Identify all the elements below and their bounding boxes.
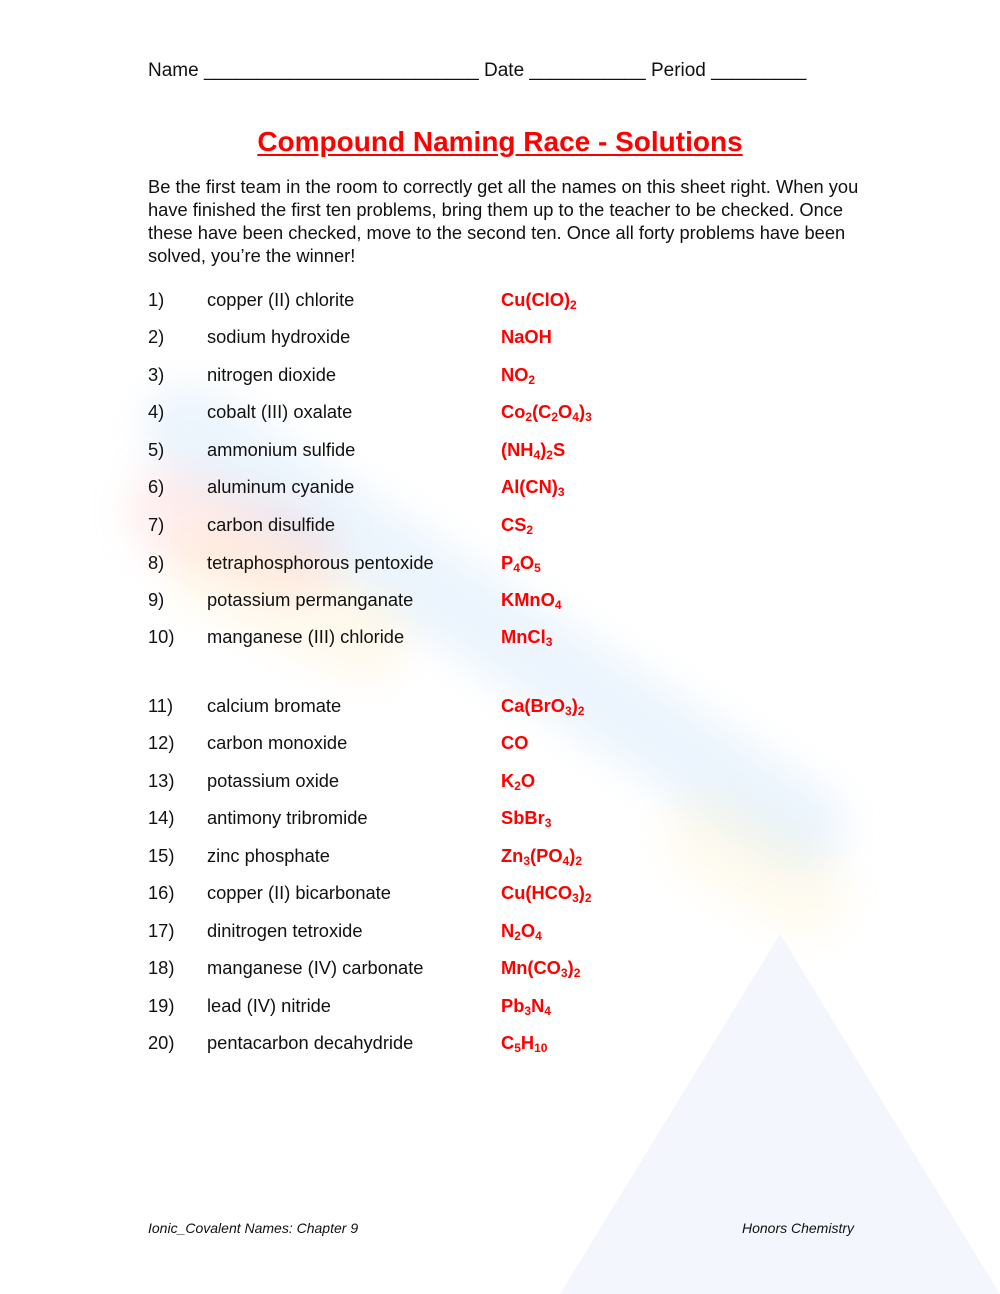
problem-number: 11) [148,695,174,716]
compound-name: dinitrogen tetroxide [207,920,363,941]
problem-number: 17) [148,920,175,941]
period-label: Period [650,60,706,81]
page-title: Compound Naming Race - Solutions [257,126,743,157]
compound-formula: $K_2O$ [501,770,536,793]
compound-formula: $Mn(CO_3)_2$ [501,957,581,980]
date-blank: ___________ [529,60,646,81]
problem-number: 5) [148,439,165,460]
problem-number: 13) [148,770,175,791]
problem-number: 12) [148,732,175,753]
compound-formula: $Cu(ClO)_2$ [501,289,577,312]
problem-number: 20) [148,1032,175,1053]
problem-number: 19) [148,995,175,1016]
compound-name: carbon disulfide [207,514,336,535]
compound-name: potassium permanganate [207,589,414,610]
problem-number: 4) [148,401,165,422]
problem-number: 15) [148,845,175,866]
name-label: Name [148,60,199,81]
student-info-line [148,60,806,82]
compound-name: calcium bromate [207,695,342,716]
compound-name: pentacarbon decahydride [207,1032,414,1053]
compound-name: ammonium sulfide [207,439,356,460]
problem-number: 16) [148,882,175,903]
footer-left: Ionic_Covalent Names: Chapter 9 [148,1220,359,1236]
compound-formula: MnCl$_3$ [501,626,553,649]
compound-formula: $NO_2$ [501,364,536,387]
compound-formula: CO [501,732,529,753]
compound-name: sodium hydroxide [207,326,351,347]
problem-number: 18) [148,957,175,978]
compound-formula: NaOH [501,326,552,347]
problem-number: 9) [148,589,165,610]
compound-formula: $P_4O_5$ [501,552,541,575]
compound-formula: KMnO$_4$ [501,589,562,612]
compound-name: copper (II) bicarbonate [207,882,391,903]
date-label: Date [484,60,525,81]
compound-formula: $Co_2(C_2O_4)_3$ [501,401,592,424]
compound-name: zinc phosphate [207,845,330,866]
background-triangle-watermark [560,934,1000,1294]
compound-name: manganese (III) chloride [207,626,405,647]
compound-name: nitrogen dioxide [207,364,337,385]
problem-number: 7) [148,514,165,535]
compound-formula: $C_5H_{10}$ [501,1032,548,1055]
name-blank: __________________________ [203,60,479,81]
compound-name: lead (IV) nitride [207,995,331,1016]
problem-number: 14) [148,807,175,828]
problem-number: 8) [148,552,165,573]
instructions: Be the first team in the room to correctly get all the names on this sheet right. When you have finished the first ten problems, bring them up to the teacher to be checked. Once these have been checked, move to the second ten. Once all forty problems have been solved, you’re the winner! [148,176,859,266]
compound-name: antimony tribromide [207,807,368,828]
compound-formula: SbBr$_3$ [501,807,552,830]
compound-name: carbon monoxide [207,732,348,753]
footer-right: Honors Chemistry [741,1220,854,1236]
compound-formula: $(NH_4)_2S$ [501,439,566,462]
problem-number: 1) [148,289,165,310]
period-blank: _________ [711,60,807,81]
problem-number: 2) [148,326,165,347]
compound-formula: $Al(CN)_3$ [501,476,565,499]
compound-name: potassium oxide [207,770,340,791]
compound-name: aluminum cyanide [207,476,355,497]
compound-formula: $Zn_3(PO_4)_2$ [501,845,583,868]
compound-formula: $CS_2$ [501,514,534,537]
compound-name: tetraphosphorous pentoxide [207,552,434,573]
compound-formula: $Ca(BrO_3)_2$ [501,695,585,718]
problem-number: 6) [148,476,165,497]
compound-formula: $Pb_3N_4$ [501,995,551,1018]
compound-name: copper (II) chlorite [207,289,355,310]
problem-number: 3) [148,364,165,385]
compound-formula: $N_2O_4$ [501,920,542,943]
compound-formula: $Cu(HCO_3)_2$ [501,882,592,905]
compound-name: manganese (IV) carbonate [207,957,424,978]
compound-name: cobalt (III) oxalate [207,401,353,422]
problem-number: 10) [148,626,175,647]
